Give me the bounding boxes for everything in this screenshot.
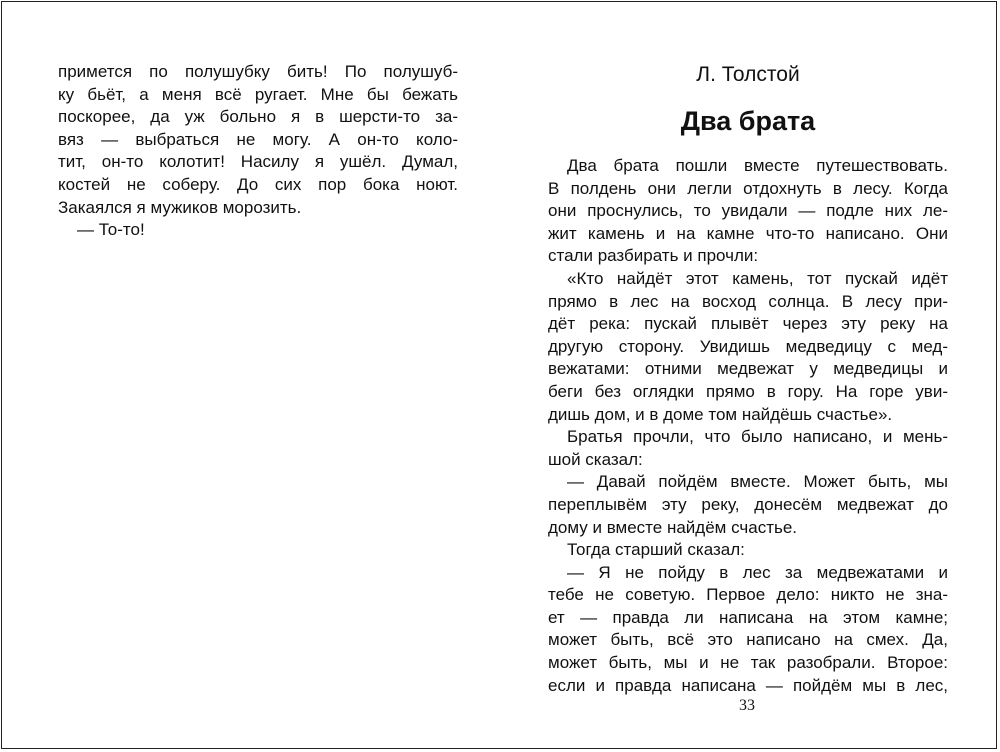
text-line: примется по полушубку бить! По полушуб- bbox=[58, 62, 458, 81]
text-line: тит, он-то колотит! Насилу я ушёл. Думал, bbox=[58, 152, 458, 172]
text-line: Тогда старший сказал: bbox=[567, 540, 745, 560]
text-line: «Кто найдёт этот камень, тот пускай идёт bbox=[567, 268, 948, 288]
text-line: Закаялся я мужиков морозить. bbox=[58, 197, 302, 217]
text-line: они проснулись, то увидали — подле них ле- bbox=[548, 201, 948, 221]
right-page bbox=[548, 61, 948, 697]
story-title: Два брата bbox=[680, 106, 816, 136]
dialogue-line: — То-то! bbox=[77, 220, 145, 240]
text-line: может быть, мы и не так разобрали. Второе: bbox=[548, 653, 948, 673]
text-line: прямо в лес на восход солнца. В лесу при- bbox=[548, 291, 948, 311]
text-line: костей не соберу. До сих пор бока ноют. bbox=[58, 174, 458, 194]
text-line: ет — правда ли написана на этом камне; bbox=[548, 607, 948, 627]
text-line: жит камень и на камне что-то написано. Они bbox=[548, 223, 948, 243]
text-line: переплывём эту реку, донесём медвежат до bbox=[548, 494, 948, 514]
dialogue-line: — Давай пойдём вместе. Может быть, мы bbox=[567, 472, 948, 492]
text-line: если и правда написана — пойдём мы в лес, bbox=[548, 675, 948, 695]
text-line: вежатами: отними медвежат у медведицы и bbox=[548, 359, 948, 379]
text-line: вяз — выбраться не могу. А он-то коло- bbox=[58, 129, 458, 149]
text-line: стали разбирать и прочли: bbox=[548, 246, 759, 266]
text-line: дому и вместе найдём счастье. bbox=[548, 517, 798, 537]
left-page bbox=[58, 61, 458, 242]
text-line: В полдень они легли отдохнуть в лесу. Когда bbox=[548, 178, 948, 198]
page-number: 33 bbox=[739, 697, 755, 714]
text-line: другую сторону. Увидишь медведицу с мед- bbox=[548, 336, 948, 356]
text-line: Два брата пошли вместе путешествовать. bbox=[567, 156, 948, 175]
dialogue-line: — Я не пойду в лес за медвежатами и bbox=[567, 562, 948, 582]
text-line: может быть, всё это написано на смех. Да, bbox=[548, 630, 948, 650]
text-line: Братья прочли, что было написано, и мень- bbox=[567, 427, 948, 447]
text-line: ку бьёт, а меня всё ругает. Мне бы бежать bbox=[58, 84, 458, 104]
author-name: Л. Толстой bbox=[696, 63, 800, 86]
text-line: дишь дом, и в доме том найдёшь счастье». bbox=[548, 404, 893, 424]
text-line: шой сказал: bbox=[548, 449, 643, 469]
text-line: тебе не советую. Первое дело: никто не зна- bbox=[548, 585, 948, 605]
text-line: поскорее, да уж больно я в шерсти-то за- bbox=[58, 107, 458, 127]
text-line: дёт река: пускай плывёт через эту реку на bbox=[548, 314, 948, 334]
text-line: беги без оглядки прямо в гору. На горе уви- bbox=[548, 381, 948, 401]
